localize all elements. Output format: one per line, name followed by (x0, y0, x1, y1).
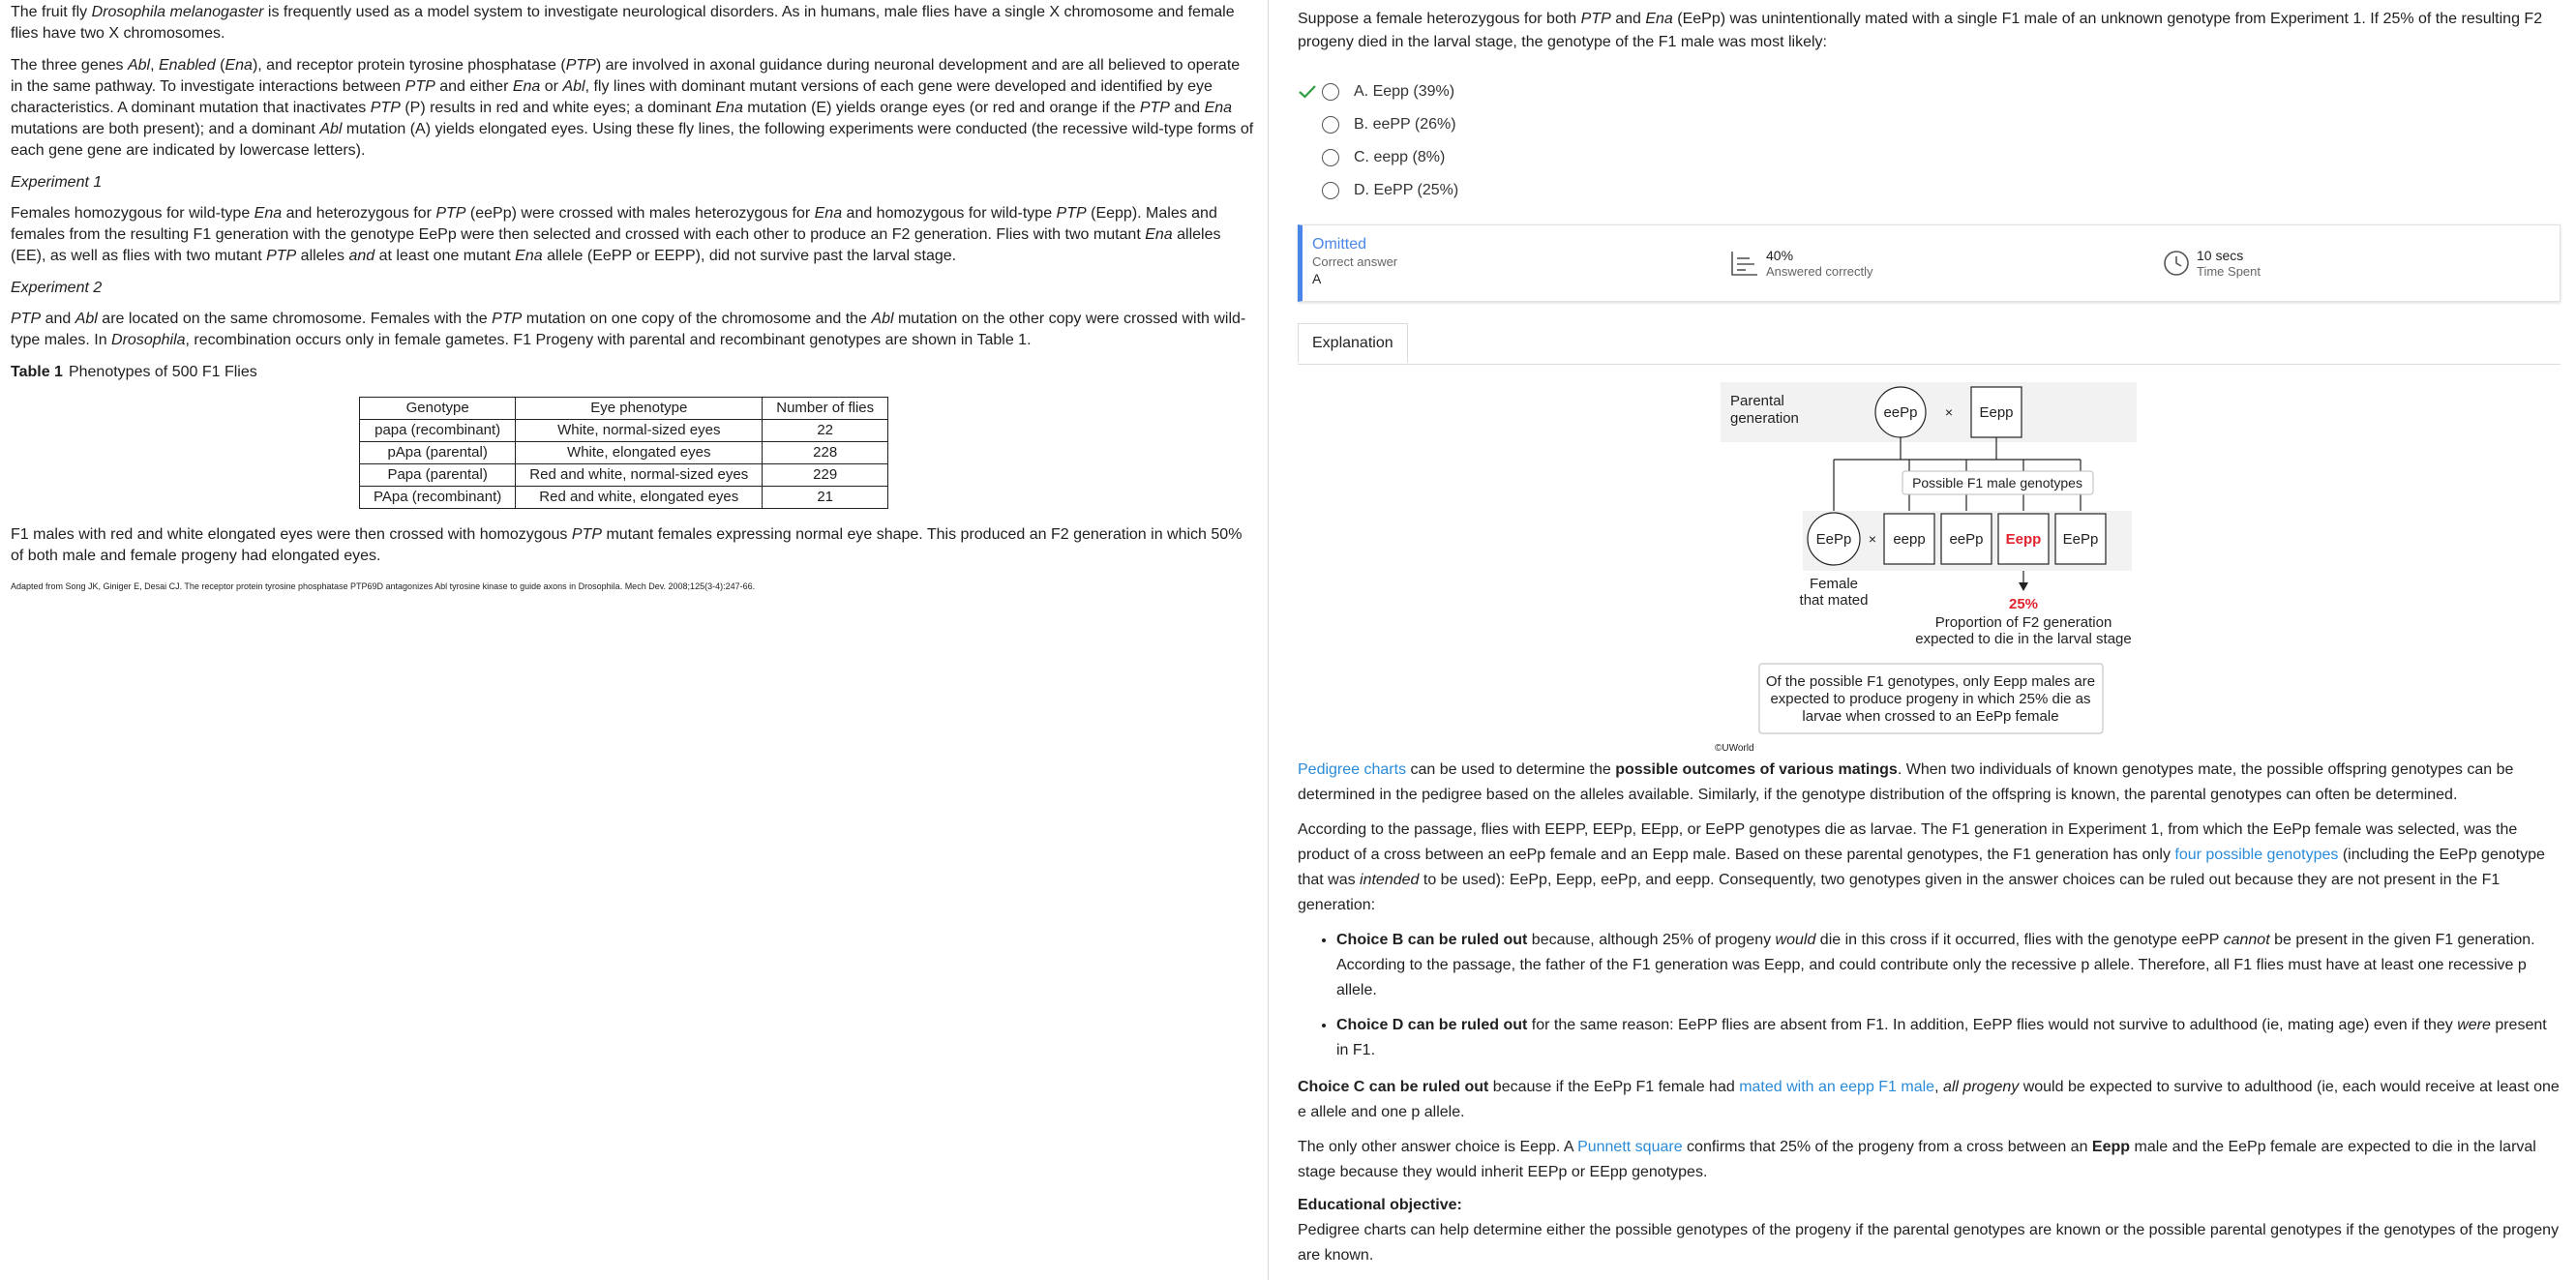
arrow-down-icon (2019, 582, 2028, 591)
italic-text: Enabled (158, 57, 216, 74)
uworld-credit: ©UWorld (1715, 743, 1754, 754)
phenotype-table (359, 397, 888, 509)
pane-divider[interactable] (1268, 0, 1269, 1280)
parent-male-genotype: Eepp (1979, 404, 2014, 421)
f1-male-genotype: eepp (1893, 531, 1926, 548)
radio-button[interactable] (1322, 149, 1339, 166)
choice-label: D. EePP (25%) (1354, 182, 1459, 198)
italic-text: Abl (75, 311, 98, 327)
inline-link[interactable]: Pedigree charts (1298, 761, 1407, 778)
table-row (360, 487, 888, 509)
answer-choices (1298, 75, 2561, 207)
passage-intro: The fruit fly Drosophila melanogaster is frequently used as a model system to investigate neurological disorders. As in humans, male flies have a single X chromosome and female flies have two X chromosomes. (11, 4, 1235, 42)
table-caption (11, 362, 1256, 383)
italic-text: would (1775, 932, 1816, 948)
italic-text: Ena (715, 100, 743, 116)
italic-text: Abl (871, 311, 894, 327)
list-item: • Choice B can be ruled out because, although 25% of progeny would die in this cross if it occurred, flies with the genotype eePP cannot be present in the given F1 generation. According to the passage, the father of the F1 generation was Eepp, and could contribute only the recessive p allele. Therefore, all F1 flies must have at least one recessive p allele. (1336, 928, 2561, 1003)
italic-text: cannot (2223, 932, 2270, 948)
pedigree-svg (1715, 382, 2282, 755)
f1-male-genotype: eePp (1949, 531, 1984, 548)
table-row (360, 464, 888, 487)
italic-text: Ena (1645, 11, 1673, 27)
italic-text: Abl (127, 57, 151, 74)
percent-value: 40% (1766, 248, 1794, 263)
italic-text: PTP (266, 248, 297, 264)
choice-label: B. eePP (26%) (1354, 116, 1456, 133)
tab-explanation[interactable]: Explanation (1298, 323, 1408, 363)
table-label: Table 1 (11, 364, 63, 380)
italic-text: Ena (515, 248, 543, 264)
percent-correct-stat (1730, 247, 1873, 280)
table-cell: 21 (763, 487, 888, 509)
passage-f2: F1 males with red and white elongated eyes were then crossed with homozygous PTP mutant females expressing normal eye shape. This produced an F2 generation in which 50% of both male and female progeny had elongated eyes. (11, 526, 1243, 564)
experiment1-text: Females homozygous for wild-type Ena and heterozygous for PTP (eePp) were crossed with males heterozygous for Ena and homozygous for wild-type PTP (Eepp). Males and females from the resulting F1 generation with the genotype EePp were then selected and crossed with each other to produce an F2 generation. Flies with two mutant Ena alleles (EE), as well as flies with two mutant PTP alleles and at least one mutant Ena allele (EePP or EEPP), did not survive past the larval stage. (11, 205, 1221, 264)
table-cell: 228 (763, 442, 888, 464)
inline-link[interactable]: Punnett square (1577, 1139, 1683, 1155)
italic-text: PTP (1056, 205, 1087, 222)
check-icon (1298, 82, 1317, 102)
choice-label: C. eepp (8%) (1354, 149, 1446, 165)
italic-text: Ena (225, 57, 253, 74)
female-label-line1: Female (1809, 576, 1859, 592)
choice-label: A. Eepp (39%) (1354, 83, 1455, 100)
percent-label: Answered correctly (1766, 264, 1873, 279)
objective-text: Pedigree charts can help determine either the possible genotypes of the progeny if the parental genotypes are known or the possible parental genotypes if the genotypes of the progeny are known. (1298, 1222, 2560, 1264)
italic-text: Ena (512, 78, 541, 95)
bold-text: Choice B can be ruled out (1336, 932, 1528, 948)
result-status (1312, 235, 1397, 287)
table-cell: papa (recombinant) (360, 420, 516, 442)
ruled-out-list (1298, 928, 2561, 1063)
italic-text: Abl (319, 121, 343, 137)
note-line1: Of the possible F1 genotypes, only Eepp males are (1765, 673, 2096, 690)
experiment2-title: Experiment 2 (11, 280, 103, 296)
table-title: Phenotypes of 500 F1 Flies (68, 364, 257, 380)
explanation-body (1298, 758, 2561, 1268)
question-stem: Suppose a female heterozygous for both PTP and Ena (EePp) was unintentionally mated with a single F1 male of an unknown genotype from Experiment 1. If 25% of the resulting F2 progeny died in the larval stage, the genotype of the F1 male was most likely: (1298, 11, 2543, 50)
table-cell: Red and white, elongated eyes (516, 487, 763, 509)
tab-bar (1298, 323, 2561, 365)
italic-text: Drosophila melanogaster (91, 4, 264, 20)
passage-pane (0, 0, 1268, 1280)
passage-genes: The three genes Abl, Enabled (Ena), and receptor protein tyrosine phosphatase (PTP) are involved in axonal guidance during neuronal development and are all believed to operate in the same pathway. To investigate interactions between PTP and either Ena or Abl, fly lines with dominant mutant versions of each gene were developed and identified by eye characteristics. A dominant mutation that inactivates PTP (P) results in red and white eyes; a dominant Ena mutation (E) yields orange eyes (or red and orange if the PTP and Ena mutations are both present); and a dominant Abl mutation (A) yields elongated eyes. Using these fly lines, the following experiments were conducted (the recessive wild-type forms of each gene gene are indicated by lowercase letters). (11, 57, 1254, 159)
bold-text: Eepp (2091, 1139, 2131, 1155)
f1-male-genotype-highlighted: Eepp (2005, 531, 2042, 548)
table-cell: 229 (763, 464, 888, 487)
correct-answer-label: Correct answer (1312, 254, 1398, 269)
choice-a[interactable] (1298, 75, 2561, 108)
italic-text: Ena (1145, 226, 1173, 243)
table-row (360, 442, 888, 464)
clock-icon (2163, 250, 2190, 277)
table-row (360, 420, 888, 442)
inline-link[interactable]: four possible genotypes (2174, 847, 2339, 863)
table-cell: pApa (parental) (360, 442, 516, 464)
explanation-paragraph-4: The only other answer choice is Eepp. A Punnett square confirms that 25% of the progeny from a cross between an Eepp male and the EePp female are expected to die in the larval stage because they would inherit EEPp or EEpp genotypes. (1298, 1139, 2536, 1180)
explanation-paragraph-3: Choice C can be ruled out because if the EePp F1 female had mated with an eepp F1 male, all progeny would be expected to survive to adulthood (ie, each would receive at least one e allele and one p allele. (1298, 1079, 2560, 1120)
omitted-label: Omitted (1312, 236, 1367, 253)
table-cell: White, elongated eyes (516, 442, 763, 464)
experiment2-text: PTP and Abl are located on the same chromosome. Females with the PTP mutation on one copy of the chromosome and the Abl mutation on the other copy were crossed with wild-type males. In Drosophila, recombination occurs only in female gametes. F1 Progeny with parental and recombinant genotypes are shown in Table 1. (11, 311, 1246, 348)
italic-text: intended (1360, 872, 1420, 888)
italic-text: PTP (11, 311, 42, 327)
bold-text: Choice C can be ruled out (1298, 1079, 1489, 1095)
choice-b[interactable] (1298, 108, 2561, 141)
note-line2: expected to produce progeny in which 25% die as (1770, 691, 2091, 707)
cross-symbol: × (1944, 404, 1954, 420)
parent-female-genotype: eePp (1883, 404, 1918, 421)
cross-symbol: × (1868, 531, 1877, 547)
choice-d[interactable] (1298, 174, 2561, 207)
italic-text: PTP (492, 311, 523, 327)
proportion-line1: Proportion of F2 generation (1934, 614, 2112, 631)
table-cell: White, normal-sized eyes (516, 420, 763, 442)
table-cell: PApa (recombinant) (360, 487, 516, 509)
italic-text: Ena (1204, 100, 1233, 116)
female-label-line2: that mated (1799, 592, 1869, 609)
parental-label-line2: generation (1730, 410, 1799, 427)
italic-text: and (348, 248, 375, 264)
radio-button[interactable] (1322, 83, 1339, 101)
italic-text: all progeny (1942, 1079, 2020, 1095)
italic-text: PTP (565, 57, 596, 74)
bold-text: possible outcomes of various matings (1615, 761, 1898, 778)
italic-text: were (2457, 1017, 2491, 1033)
italic-text: PTP (571, 526, 602, 543)
objective-title: Educational objective: (1298, 1197, 1462, 1213)
bold-text: Choice D can be ruled out (1336, 1017, 1528, 1033)
pedigree-diagram (1298, 382, 2561, 754)
italic-text: PTP (404, 78, 435, 95)
italic-text: PTP (1139, 100, 1170, 116)
italic-text: Ena (814, 205, 843, 222)
table-cell: Red and white, normal-sized eyes (516, 464, 763, 487)
table-header-genotype: Genotype (360, 398, 516, 420)
inline-link[interactable]: mated with an eepp F1 male (1739, 1079, 1935, 1095)
italic-text: PTP (1580, 11, 1611, 27)
italic-text: PTP (370, 100, 401, 116)
radio-button[interactable] (1322, 182, 1339, 199)
explanation-paragraph-2: According to the passage, flies with EEPP, EEPp, EEpp, or EePP genotypes die as larvae. The F1 generation in Experiment 1, from which the EePp female was selected, was the product of a cross between an eePp female and an Eepp male. Based on these parental genotypes, the F1 generation has only four possible genotypes (including the EePp genotype that was intended to be used): EePp, Eepp, eePp, and eepp. Consequently, two genotypes given in the answer choices can be ruled out because they are not present in the F1 generation: (1298, 821, 2545, 913)
time-value: 10 secs (2197, 248, 2244, 263)
table-cell: 22 (763, 420, 888, 442)
mated-female-genotype: EePp (1815, 531, 1852, 548)
time-spent-stat (2163, 247, 2261, 280)
experiment1-title: Experiment 1 (11, 174, 103, 191)
table-cell: Papa (parental) (360, 464, 516, 487)
italic-text: Drosophila (111, 332, 186, 348)
possible-genotypes-label: Possible F1 male genotypes (1912, 475, 2082, 491)
italic-text: Abl (562, 78, 585, 95)
proportion-line2: expected to die in the larval stage (1915, 631, 2132, 647)
correct-answer-value: A (1312, 271, 1322, 286)
italic-text: PTP (435, 205, 466, 222)
percent-label: 25% (2008, 596, 2039, 612)
answer-stats-panel (1298, 224, 2561, 302)
citation: Adapted from Song JK, Giniger E, Desai CJ. The receptor protein tyrosine phosphatase PTP69D antagonizes Abl tyrosine kinase to guide axons in Drosophila. Mech Dev. 2008;125(3-4):247-66. (11, 581, 756, 591)
choice-c[interactable] (1298, 141, 2561, 174)
f1-male-genotype: EePp (2062, 531, 2099, 548)
note-line3: larvae when crossed to an EePp female (1802, 708, 2059, 725)
list-item: • Choice D can be ruled out for the same reason: EePP flies are absent from F1. In addition, EePP flies would not survive to adulthood (ie, mating age) even if they were present in F1. (1336, 1013, 2561, 1063)
table-header-eye-phenotype: Eye phenotype (516, 398, 763, 420)
explanation-paragraph-1: Pedigree charts can be used to determine the possible outcomes of various matings. When two individuals of known genotypes mate, the possible offspring genotypes can be determined in the pedigree based on the alleles available. Similarly, if the genotype distribution of the offspring is known, the parental genotypes can often be determined. (1298, 761, 2514, 803)
table-header-row (360, 398, 888, 420)
parental-label-line1: Parental (1730, 393, 1784, 409)
bar-chart-icon (1730, 250, 1759, 277)
italic-text: Ena (254, 205, 283, 222)
table-header-number: Number of flies (763, 398, 888, 420)
question-pane (1298, 0, 2561, 1280)
time-label: Time Spent (2197, 264, 2261, 279)
radio-button[interactable] (1322, 116, 1339, 134)
